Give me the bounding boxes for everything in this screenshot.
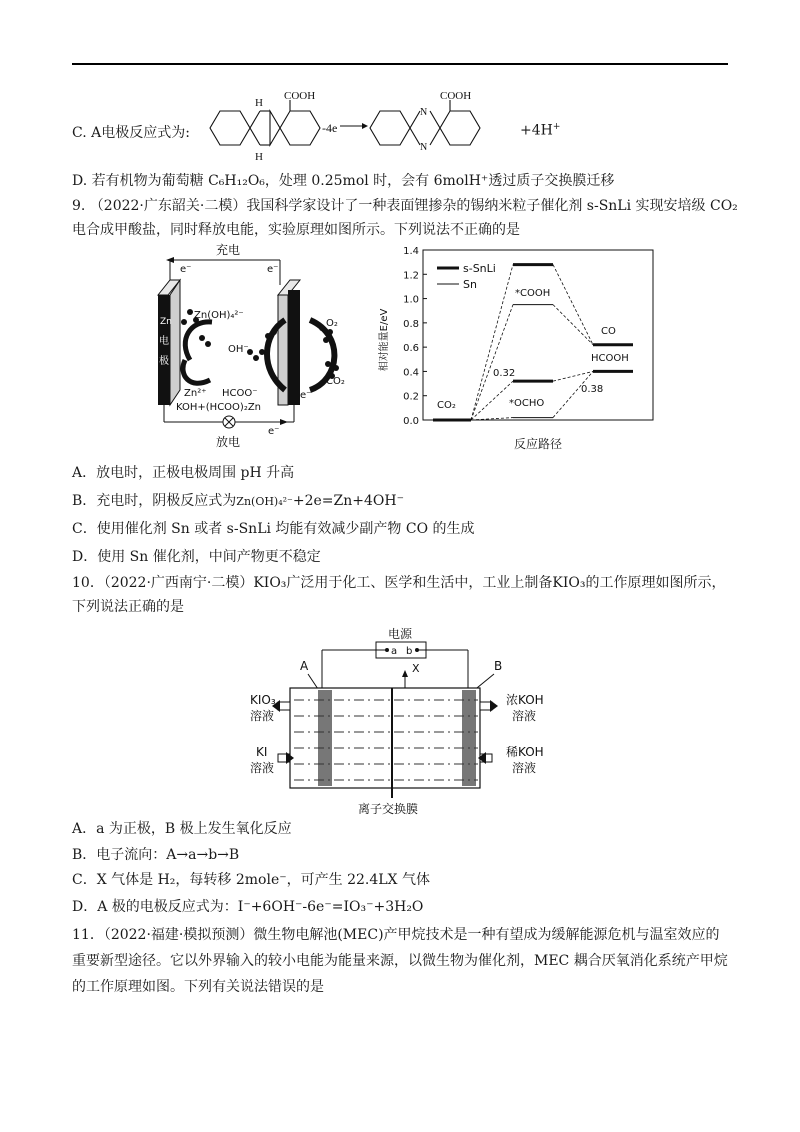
y-tick-label: 1.0 xyxy=(403,294,419,306)
hydroxide-ion: OH⁻ xyxy=(228,344,249,355)
electrode-a-label: A xyxy=(300,659,309,673)
electrode-b xyxy=(462,690,476,786)
kio3-label: KIO₃ xyxy=(250,693,276,707)
dilute-koh-label: 稀KOH xyxy=(506,745,544,759)
mol1-h-bottom: H xyxy=(255,151,263,163)
q11-stem-line2: 重要新型途径。它以外界输入的较小电能为能量来源，以微生物为催化剂，MEC 耦合厌氧消化系统产甲烷 xyxy=(72,953,728,969)
electrode-b-label: B xyxy=(494,659,503,673)
q8-option-d: D. 若有机物为葡萄糖 C₆H₁₂O₆，处理 0.25mol 时，会有 6molH⁺透过质子交换膜迁移 xyxy=(72,173,615,189)
charge-label: 充电 xyxy=(216,243,241,257)
label-co: CO xyxy=(601,326,616,337)
q9-stem-line2: 电合成甲酸盐，同时释放电能，实验原理如图所示。下列说法不正确的是 xyxy=(72,222,520,238)
top-rule xyxy=(72,63,728,65)
kio3-solution-label: 溶液 xyxy=(250,709,275,723)
q10-stem-line1: 10．（2022·广西南宁·二模）KIO₃广泛用于化工、医学和生活中，工业上制备KIO₃的工作原理如图所示， xyxy=(72,575,726,591)
electrode-char-ji: 极 xyxy=(159,356,169,367)
q8-option-c-label: C. A电极反应式为: xyxy=(72,125,190,141)
discharge-label: 放电 xyxy=(216,435,241,449)
q10-option-a: A．a 为正极，B 极上发生氧化反应 xyxy=(72,821,292,837)
y-tick-label: 0.8 xyxy=(403,318,419,330)
central-ring-part xyxy=(270,111,280,145)
label-co2: CO₂ xyxy=(437,400,456,411)
connector-s-SnLi-1 xyxy=(553,265,593,345)
e-minus-bottom: e⁻ xyxy=(268,426,280,437)
q10-option-c: C．X 气体是 H₂，每转移 2mole⁻，可产生 22.4LX 气体 xyxy=(72,872,430,888)
ki-solution-label: 溶液 xyxy=(250,761,275,775)
oxygen-label: O₂ xyxy=(326,318,338,329)
gas-x-label: X xyxy=(412,662,420,675)
molecule-reactant xyxy=(210,100,320,145)
zn2-ion: Zn²⁺ xyxy=(184,388,207,399)
q9-stem-line1: 9. （2022·广东韶关·二模）我国科学家设计了一种表面锂掺杂的锡纳米粒子催化剂 s-SnLi 实现安培级 CO₂ xyxy=(72,198,738,214)
q11-stem-line1: 11．（2022·福建·模拟预测）微生物电解池(MEC)产甲烷技术是一种有望成为缓解能源危机与温室效应的 xyxy=(72,927,720,943)
label-hcooh: HCOOH xyxy=(591,353,629,364)
electrode-char-dian: 电 xyxy=(159,336,169,347)
mol2-n-bottom: N xyxy=(420,142,428,153)
q11-stem-line3: 的工作原理如图。下列有关说法错误的是 xyxy=(72,979,324,995)
zincate-ion: Zn(OH)₄²⁻ xyxy=(194,310,244,321)
zn-co2-cell-diagram xyxy=(150,240,360,450)
terminal-a: a xyxy=(391,646,398,657)
e-minus-top-right: e⁻ xyxy=(267,264,279,275)
catalyst-electrode xyxy=(288,290,300,405)
power-label: 电源 xyxy=(388,627,413,641)
energy-profile-chart xyxy=(375,240,665,455)
terminal-b: b xyxy=(406,646,413,657)
plot-frame xyxy=(423,250,653,420)
legend-sn: Sn xyxy=(463,278,477,291)
y-tick-label: 1.2 xyxy=(403,270,419,282)
membrane-label: 离子交换膜 xyxy=(358,802,419,815)
q8-option-c-equation xyxy=(200,88,490,168)
e-minus-top-left: e⁻ xyxy=(180,264,192,275)
y-tick-label: 0.6 xyxy=(403,343,419,355)
ki-label: KI xyxy=(256,745,268,759)
y-tick-label: 0.2 xyxy=(403,391,419,403)
mol1-h-top: H xyxy=(255,97,263,109)
label-cooh: *COOH xyxy=(515,288,551,299)
q10-stem-line2: 下列说法正确的是 xyxy=(72,599,184,615)
benzene-ring-left xyxy=(210,111,250,145)
plus-4h: +4H+ xyxy=(520,122,561,139)
conc-koh-label: 浓KOH xyxy=(506,693,544,707)
y-tick-label: 1.4 xyxy=(403,246,419,257)
y-axis-label: 相对能量E/eV xyxy=(379,308,390,372)
connector-Sn-0 xyxy=(471,305,516,420)
benzene-ring-right xyxy=(280,111,320,145)
minus-4e: -4e xyxy=(322,121,338,135)
mol1-cooh: COOH xyxy=(284,90,316,102)
electrode-char-zn: Zn xyxy=(160,317,172,327)
y-tick-label: 0.4 xyxy=(403,367,419,379)
x-axis-label: 反应路径 xyxy=(513,437,563,451)
q10-option-b: B．电子流向：A→a→b→B xyxy=(72,847,240,863)
e-minus-right: e⁻ xyxy=(300,390,312,401)
legend-snli: s-SnLi xyxy=(463,262,496,275)
mol2-n-top: N xyxy=(420,107,428,118)
formate-ion: HCOO⁻ xyxy=(222,388,258,399)
zn-electrode xyxy=(158,295,170,405)
kio3-electrolysis-diagram xyxy=(240,620,570,815)
q9-option-a: A．放电时，正极电极周围 pH 升高 xyxy=(72,465,295,481)
q9-option-d: D．使用 Sn 催化剂，中间产物更不稳定 xyxy=(72,549,321,565)
electrode-a xyxy=(318,690,332,786)
y-tick-label: 0.0 xyxy=(403,416,419,427)
co2-label: CO₂ xyxy=(326,376,345,387)
connector-s-SnLi-0 xyxy=(471,265,516,420)
q9-option-c: C．使用催化剂 Sn 或者 s-SnLi 均能有效减少副产物 CO 的生成 xyxy=(72,521,475,537)
label-0-38: 0.38 xyxy=(581,384,604,395)
connector-Sn-1 xyxy=(553,305,593,345)
electrolyte-label: KOH+(HCOO)₂Zn xyxy=(176,402,262,413)
mol2-cooh: COOH xyxy=(440,90,472,102)
q10-option-d: D．A 极的电极反应式为：I⁻+6OH⁻-6e⁻=IO₃⁻+3H₂O xyxy=(72,899,424,915)
dilute-koh-solution-label: 溶液 xyxy=(512,761,537,775)
conc-koh-solution-label: 溶液 xyxy=(512,709,537,723)
label-ocho: *OCHO xyxy=(509,398,545,409)
connector-s-SnLi-1 xyxy=(553,371,593,381)
label-0-32: 0.32 xyxy=(493,368,516,379)
q9-option-b: B．充电时，阴极反应式为Zn(OH)₄²⁻+2e=Zn+4OH⁻ xyxy=(72,493,404,509)
connector-s-SnLi-0 xyxy=(471,381,513,420)
